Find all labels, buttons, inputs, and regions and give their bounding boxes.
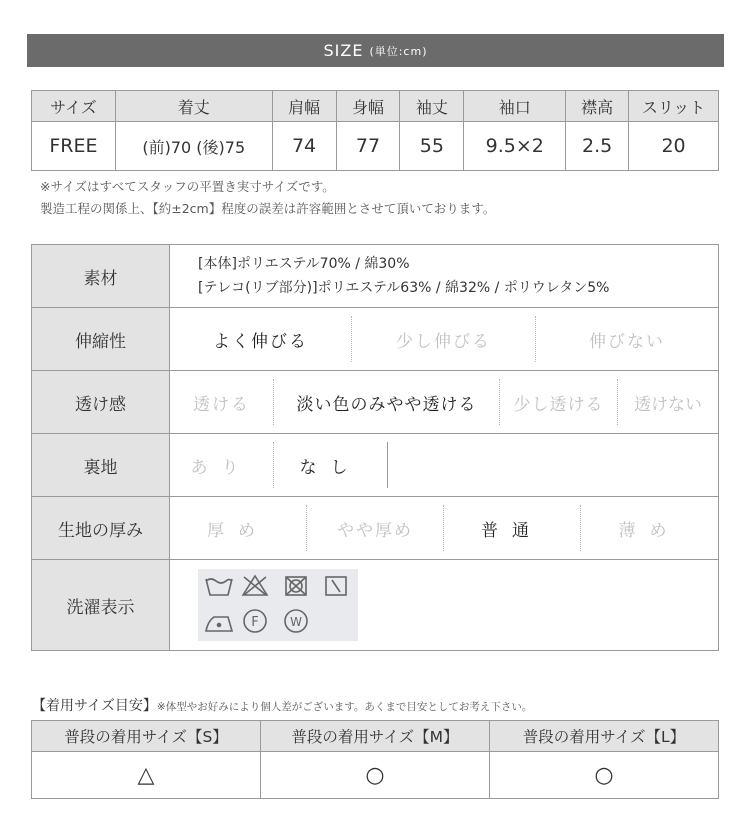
size-guide-heading: 【着用サイズ目安】 <box>32 698 157 714</box>
size-table-row <box>32 122 719 171</box>
size-col-header: 襟高 <box>566 91 629 122</box>
thickness-row <box>32 497 719 560</box>
stretch-options <box>170 308 719 371</box>
attribute-table <box>31 244 719 651</box>
thickness-option: 普通 <box>444 505 581 551</box>
size-col-header: 袖口 <box>464 91 566 122</box>
size-cell: 9.5×2 <box>464 122 566 171</box>
size-cell: 74 <box>272 122 336 171</box>
sheer-option: 透けない <box>634 394 702 415</box>
material-row <box>32 245 719 308</box>
size-guide-row <box>32 752 719 799</box>
material-value <box>170 245 719 308</box>
size-table-header-row <box>32 91 719 122</box>
material-line: [テレコ(リブ部分)]ポリエステル63% / 綿32% / ポリウレタン5% <box>198 280 610 296</box>
iron-low-icon <box>206 617 232 631</box>
material-line: [本体]ポリエステル70% / 綿30% <box>198 256 410 272</box>
care-label: 洗濯表示 <box>32 560 170 651</box>
wash-tub-icon <box>206 579 232 595</box>
sheer-row <box>32 371 719 434</box>
size-note: ※サイズはすべてスタッフの平置き実寸サイズです。 <box>40 179 335 194</box>
wet-clean-w-letter: W <box>290 615 302 629</box>
size-cell: 77 <box>336 122 400 171</box>
sheer-option: 淡い色のみやや透ける <box>274 379 500 425</box>
line-dry-icon <box>326 577 346 595</box>
thickness-option: やや厚め <box>307 505 444 551</box>
stretch-option: よく伸びる <box>170 316 352 362</box>
size-header <box>27 34 724 67</box>
sheer-option: 透ける <box>170 379 274 425</box>
size-cell: FREE <box>32 122 116 171</box>
thickness-option: 厚め <box>170 505 307 551</box>
sheer-options <box>170 371 719 434</box>
lining-label: 裏地 <box>32 434 170 497</box>
size-cell: 55 <box>400 122 464 171</box>
care-symbols-svg <box>198 569 358 641</box>
dry-clean-f-letter: F <box>251 615 259 630</box>
size-col-header: スリット <box>629 91 719 122</box>
lining-option: なし <box>274 442 388 488</box>
stretch-option: 少し伸びる <box>352 316 536 362</box>
size-col-header: 着丈 <box>115 91 272 122</box>
stretch-option: 伸びない <box>589 331 665 352</box>
size-col-header: 身幅 <box>336 91 400 122</box>
stretch-label: 伸縮性 <box>32 308 170 371</box>
thickness-label: 生地の厚み <box>32 497 170 560</box>
size-title: SIZE <box>323 41 364 60</box>
no-bleach-icon <box>243 576 267 595</box>
size-guide-header: 普段の着用サイズ【L】 <box>489 721 718 752</box>
size-guide-mark: ○ <box>260 752 489 799</box>
stretch-row <box>32 308 719 371</box>
thickness-options <box>170 497 719 560</box>
size-guide-header: 普段の着用サイズ【S】 <box>32 721 261 752</box>
care-row <box>32 560 719 651</box>
care-symbols <box>170 560 719 651</box>
lining-options <box>170 434 719 497</box>
care-label-image <box>198 569 358 641</box>
sheer-label: 透け感 <box>32 371 170 434</box>
size-note: 製造工程の関係上、【約±2cm】程度の誤差は許容範囲とさせて頂いております。 <box>40 201 496 216</box>
size-guide-note: ※体型やお好みにより個人差がございます。あくまで目安としてお考え下さい。 <box>156 701 533 713</box>
size-cell: (前)70 (後)75 <box>115 122 272 171</box>
size-guide-header-row <box>32 721 719 752</box>
size-col-header: サイズ <box>32 91 116 122</box>
size-cell: 20 <box>629 122 719 171</box>
size-unit: (単位:cm) <box>369 44 428 58</box>
size-guide-mark: ○ <box>489 752 718 799</box>
lining-option: あり <box>170 442 274 488</box>
size-cell: 2.5 <box>566 122 629 171</box>
size-col-header: 袖丈 <box>400 91 464 122</box>
size-guide-header: 普段の着用サイズ【M】 <box>260 721 489 752</box>
size-guide-title <box>32 695 532 715</box>
size-table <box>31 90 719 171</box>
sheer-option: 少し透ける <box>500 379 618 425</box>
no-tumble-dry-icon <box>286 577 306 595</box>
lining-row <box>32 434 719 497</box>
size-guide-mark: △ <box>32 752 261 799</box>
size-guide-table <box>31 720 719 799</box>
thickness-option: 薄め <box>618 520 681 541</box>
material-label: 素材 <box>32 245 170 308</box>
size-col-header: 肩幅 <box>272 91 336 122</box>
